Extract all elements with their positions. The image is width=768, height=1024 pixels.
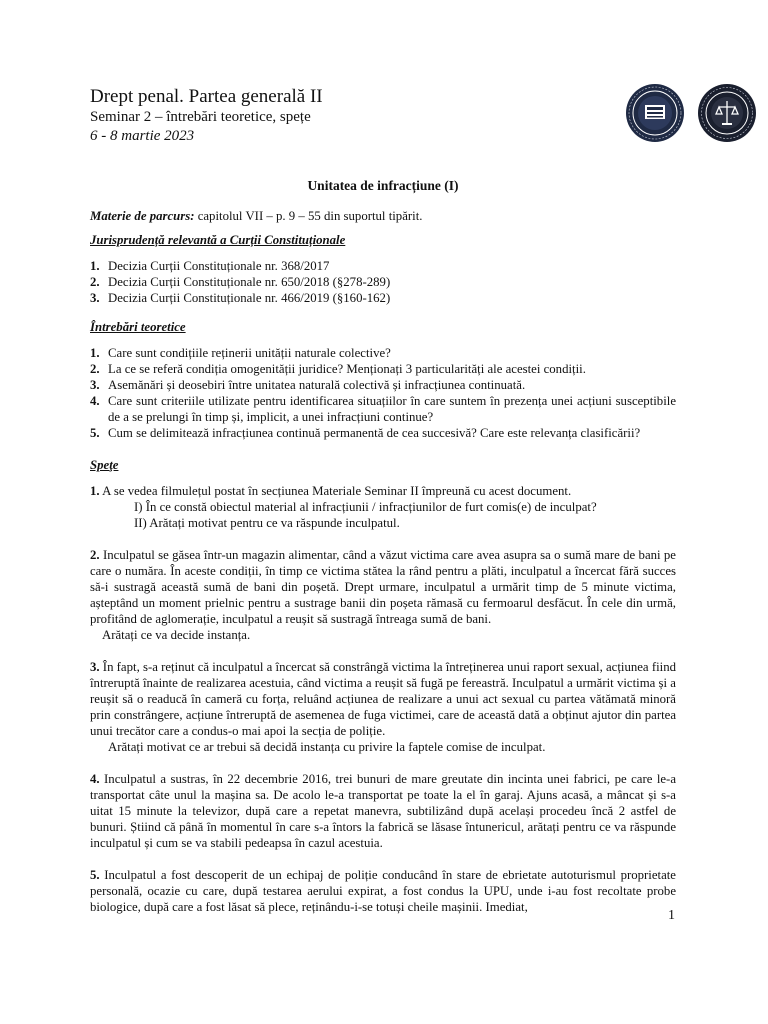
questions-heading: Întrebări teoretice <box>90 320 186 334</box>
case-number: 1. <box>90 484 100 498</box>
seminar-subtitle: Seminar 2 – întrebări teoretice, spețe <box>90 109 311 125</box>
list-item <box>90 425 676 441</box>
item-number: 5. <box>90 426 100 440</box>
case-5 <box>90 867 676 915</box>
case-1-question-1: I) În ce constă obiectul material al infracțiunii / infracțiunilor de furt comis(e) de inculpat? <box>134 500 597 514</box>
document-title: Unitatea de infracțiune (I) <box>307 178 459 193</box>
case-number: 5. <box>90 868 100 882</box>
case-number: 4. <box>90 772 100 786</box>
course-title: Drept penal. Partea generală II <box>90 86 323 107</box>
juris-list <box>90 258 676 306</box>
item-text: Decizia Curții Constituționale nr. 650/2018 (§278-289) <box>108 275 391 289</box>
item-number: 2. <box>90 362 100 376</box>
case-3 <box>90 659 676 739</box>
materie-line <box>90 208 676 224</box>
item-number: 1. <box>90 346 100 360</box>
case-number: 2. <box>90 548 100 562</box>
list-item <box>90 274 676 290</box>
spete-heading: Speţe <box>90 458 119 472</box>
item-text: Care sunt criteriile utilizate pentru identificarea situațiilor în care suntem în prezența unei acțiuni susceptibile de a se prelungi în timp și, implicit, a unei infracțiuni continue? <box>108 394 676 424</box>
document-body <box>90 178 676 915</box>
case-text: În fapt, s-a reținut că inculpatul a încercat să constrângă victima la întreținerea unui raport sexual, acțiunea fiind întreruptă înainte de realizarea acestuia, când victima a reușit să fugă pe fereastră. Inculpatul a urmărit victima și a reușit să o readucă în cameră cu forța, reluând acțiunea de realizare a unui act sexual cu partea vătămată minoră prin constrângere, acțiune întreruptă de asemenea de fuga victimei, care de această dată a obținut ajutor din partea unui trecător care a condus-o mai apoi la secția de poliție. <box>90 660 676 738</box>
materie-label: Materie de parcurs: <box>90 209 195 223</box>
page-number: 1 <box>668 908 675 923</box>
list-item <box>90 290 676 306</box>
case-3-question: Arătați motivat ce ar trebui să decidă instanța cu privire la faptele comise de inculpat. <box>108 740 546 754</box>
item-number: 4. <box>90 394 100 408</box>
item-text: Care sunt condițiile reținerii unității naturale colective? <box>108 346 391 360</box>
list-item <box>90 361 676 377</box>
faculty-seal-icon <box>697 83 757 143</box>
item-number: 1. <box>90 259 100 273</box>
list-item <box>90 258 676 274</box>
item-text: Decizia Curții Constituționale nr. 466/2019 (§160-162) <box>108 291 391 305</box>
juris-heading: Jurisprudență relevantă a Curții Constituționale <box>90 233 346 247</box>
item-number: 3. <box>90 291 100 305</box>
case-1-question-2: II) Arătați motivat pentru ce va răspunde inculpatul. <box>134 516 400 530</box>
item-text: La ce se referă condiția omogenității juridice? Menționați 3 particularități ale acestei condiții. <box>108 362 586 376</box>
university-seal-icon <box>625 83 685 143</box>
case-text: Inculpatul se găsea într-un magazin alimentar, când a văzut victima care avea asupra sa o sumă mare de bani pe care o număra. În aceste condiții, în timp ce victima stătea la rând pentru a plăti, inculpatul a încercat fără succes să-i sustragă această sumă de bani din poșetă. Drept urmare, inculpatul a urmărit timp de 5 minute victima, așteptând un moment prielnic pentru a sustrage banii din poșeta rămasă cu fermoarul desfăcut. În cele din urmă, profitând de aglomerație, inculpatul a reușit să sustragă întreaga sumă de bani. <box>90 548 676 626</box>
item-text: Decizia Curții Constituționale nr. 368/2017 <box>108 259 330 273</box>
case-2 <box>90 547 676 627</box>
questions-list <box>90 345 676 441</box>
case-text: Inculpatul a fost descoperit de un echipaj de poliție conducând în stare de ebrietate autoturismul proprietate personală, ocazie cu care, după testarea aerului expirat, a fost condus la UPU, unde i-au fost recoltate probe biologice, după care a fost lăsat să plece, reținându-i-se totuși cheile mașinii. Imediat, <box>90 868 676 914</box>
item-number: 3. <box>90 378 100 392</box>
case-text: Inculpatul a sustras, în 22 decembrie 2016, trei bunuri de mare greutate din incinta unei fabrici, pe care le-a transportat câte unul la mașina sa. De acolo le-a transportat pe toate la el în garaj. Ajuns acasă, a mâncat și s-a uitat 15 minute la televizor, după care a repetat manevra, subtilizând după același procedeu încă 2 astfel de bunuri. Știind că până în momentul în care s-a întors la fabrică se lăsase întunericul, arătați pentru ce va răspunde inculpatul și cum se va stabili pedeapsa în cazul acestuia. <box>90 772 676 850</box>
case-1 <box>90 483 676 499</box>
materie-text: capitolul VII – p. 9 – 55 din suportul tipărit. <box>194 209 423 223</box>
item-text: Cum se delimitează infracțiunea continuă permanentă de cea succesivă? Care este relevanța clasificării? <box>108 426 641 440</box>
list-item <box>90 377 676 393</box>
case-4 <box>90 771 676 851</box>
seminar-dates: 6 - 8 martie 2023 <box>90 128 195 144</box>
item-text: Asemănări și deosebiri între unitatea naturală colectivă și infracțiunea continuată. <box>108 378 526 392</box>
document-header <box>90 86 323 146</box>
list-item <box>90 345 676 361</box>
case-text: A se vedea filmulețul postat în secțiunea Materiale Seminar II împreună cu acest document. <box>99 484 572 498</box>
case-2-question: Arătați ce va decide instanța. <box>102 628 251 642</box>
list-item <box>90 393 676 425</box>
item-number: 2. <box>90 275 100 289</box>
case-number: 3. <box>90 660 100 674</box>
